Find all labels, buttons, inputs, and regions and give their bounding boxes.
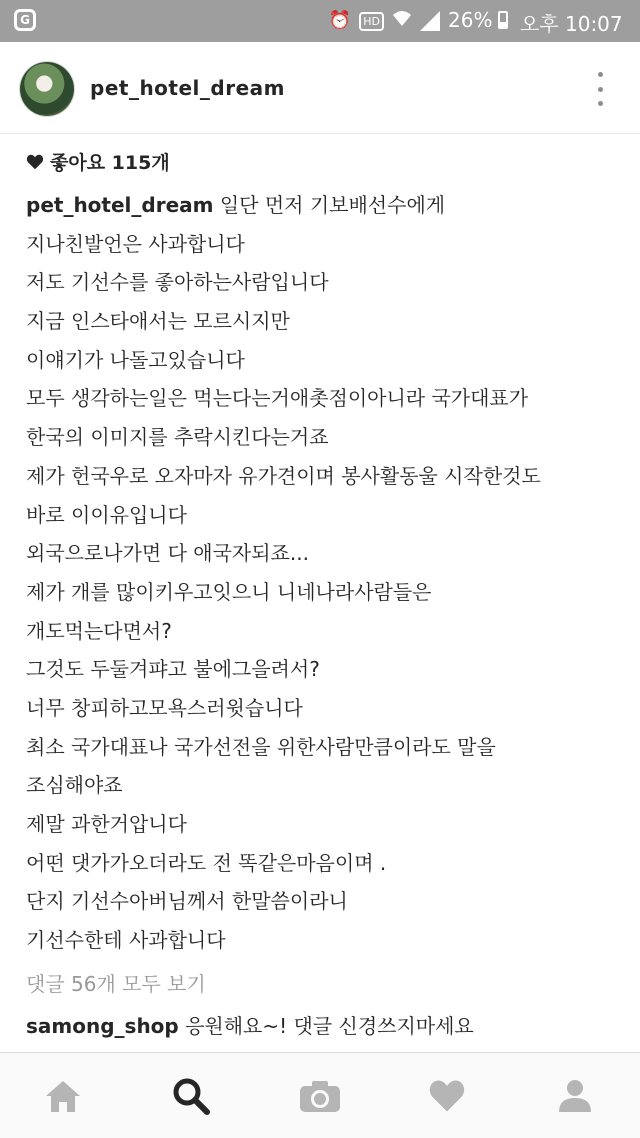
caption-line: [26, 186, 626, 225]
caption-line: 기선수한테 사과합니다: [26, 928, 226, 953]
caption-line: 제말 과한거압니다: [26, 812, 187, 836]
caption-line: 저도 기선수를 좋아하는사람입니다: [26, 270, 329, 295]
nav-activity[interactable]: [422, 1073, 472, 1119]
status-bar: [0, 0, 640, 42]
caption-line: 어떤 댓가가오더라도 전 똑같은마음이며 .: [26, 850, 387, 875]
caption-author[interactable]: pet_hotel_dream: [26, 193, 214, 217]
bottom-nav: [0, 1052, 640, 1138]
post-username[interactable]: pet_hotel_dream: [90, 76, 285, 100]
caption-line: 단지 기선수아버님께서 한말씀이라니: [26, 889, 348, 914]
camera-icon: [299, 1079, 341, 1113]
likes-label: 좋아요 115개: [50, 152, 170, 174]
comment-author[interactable]: samong_shop: [26, 1014, 179, 1038]
caption-line: 모두 생각하는일은 먹는다는거애촛점이아니라 국가대표가: [26, 386, 529, 411]
nav-home[interactable]: [38, 1073, 88, 1119]
view-all-comments-link[interactable]: 댓글 56개 모두 보기: [26, 972, 206, 996]
search-icon: [172, 1077, 210, 1115]
avatar[interactable]: [20, 62, 74, 116]
home-icon: [44, 1079, 82, 1113]
caption-line: 너무 창피하고모욕스러윗습니다: [26, 695, 303, 720]
more-options-button[interactable]: [590, 72, 610, 106]
clock: 오후 10:07: [520, 12, 623, 36]
caption-line: 지나친발언은 사과합니다: [26, 231, 245, 256]
caption-line: 외국으로나가면 다 애국자되죠...: [26, 541, 309, 566]
caption-line: 이얘기가 나돌고있습니다: [26, 347, 245, 372]
dot-icon: [598, 101, 603, 106]
caption-line: 조심해야죠: [26, 773, 123, 798]
caption-line: 지금 인스타애서는 모르시지만: [26, 309, 290, 334]
heart-icon: [26, 154, 44, 170]
comment-text: 응원해요~! 댓글 신경쓰지마세요: [185, 1014, 474, 1038]
battery-percent: 26%: [448, 8, 493, 32]
dot-icon: [598, 72, 603, 77]
caption: [26, 186, 626, 960]
nav-search[interactable]: [166, 1073, 216, 1119]
caption-line: 한국의 이미지를 추락시킨다는거죠: [26, 425, 329, 450]
caption-line: 제가 헌국우로 오자마자 유가견이며 봉사활동울 시작한것도: [26, 463, 541, 488]
caption-text: 일단 먼저 기보배선수에게: [219, 193, 446, 217]
hd-badge: HD: [359, 12, 384, 31]
dot-icon: [598, 87, 603, 92]
battery-icon: [498, 11, 508, 29]
wifi-icon: [392, 9, 412, 33]
caption-line: 바로 이이유입니다: [26, 502, 187, 527]
caption-line: 개도먹는다면서?: [26, 618, 172, 643]
likes-count[interactable]: [26, 148, 170, 175]
post-header: [0, 42, 640, 134]
signal-icon: [420, 11, 440, 31]
profile-icon: [557, 1078, 593, 1114]
caption-line: 제가 개를 많이키우고잇으니 니네나라사람들은: [26, 579, 432, 604]
caption-line: 그것도 두둘겨퍄고 불에그을려서?: [26, 657, 320, 682]
alarm-icon: ⏰: [328, 10, 352, 31]
comment-item: [26, 1010, 474, 1039]
nav-camera[interactable]: [295, 1073, 345, 1119]
heart-icon: [428, 1079, 466, 1113]
caption-line: 최소 국가대표나 국가선전을 위한사람만큼이라도 말을: [26, 734, 496, 759]
app-notification-icon: G: [14, 9, 36, 31]
nav-profile[interactable]: [550, 1073, 600, 1119]
status-icons: [329, 9, 440, 33]
